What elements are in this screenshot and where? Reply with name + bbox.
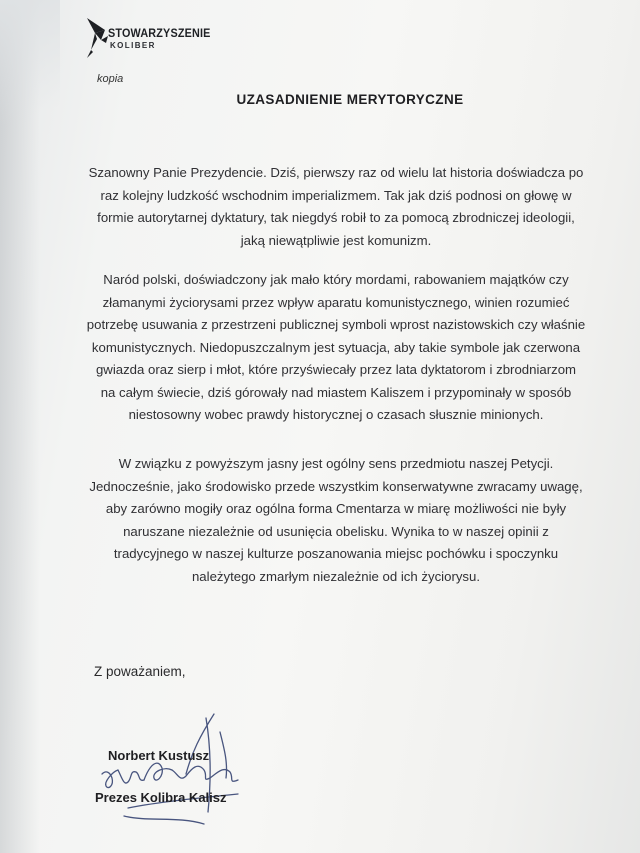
paragraph-line: W związku z powyższym jasny jest ogólny sens przedmiotu naszej Petycji. (118, 456, 554, 471)
paragraph-line: naruszane niezależnie od usunięcia obelisku. Wynika to w naszej opinii z (123, 523, 549, 539)
paragraph-line: komunistycznych. Niedopuszczalnym jest sytuacja, aby takie symbole jak czerwona (91, 339, 581, 355)
paragraph-3 (86, 453, 586, 588)
paragraph-line: aby zarówno mogiły oraz ogólna forma Cmentarza w miarę możliwości nie były (105, 501, 567, 516)
document-title: UZASADNIENIE MERYTORYCZNE (236, 92, 464, 107)
handwritten-signature (88, 712, 278, 832)
paragraph-line: tradycyjnego w naszej kulturze poszanowania miejsc pochówku i spoczynku (113, 546, 559, 561)
signatory-name: Norbert Kustusz (108, 748, 210, 763)
organization-logo (84, 14, 214, 62)
paragraph-line: Naród polski, doświadczony jak mało który mordami, rabowaniem majątków czy (103, 272, 569, 287)
paragraph-line: Jednocześnie, jako środowisko przede wszystkim konserwatywne zwracamy uwagę, (89, 478, 583, 494)
closing-salutation: Z poważaniem, (94, 664, 186, 679)
logo-title: STOWARZYSZENIE (108, 26, 211, 40)
paragraph-line: należytego zmarłym niezależnie od ich życiorysu. (191, 568, 481, 584)
paragraph-line: raz kolejny ludzkość wschodnim imperializmem. Tak jak dziś podnosi on głowę w (100, 187, 572, 203)
page-corner-fold (0, 0, 60, 160)
logo-subtitle: KOLIBER (110, 41, 156, 50)
signatory-role: Prezes Kolibra Kalisz (95, 790, 227, 805)
hummingbird-logo-icon (84, 14, 110, 60)
paragraph-line: formie autorytarnej dyktatury, tak niegdyś robił to za pomocą zbrodniczej ideologii, (97, 210, 575, 225)
handwritten-annotation: kopia (97, 73, 124, 85)
paragraph-line: na całym świecie, dziś górowały nad miastem Kaliszem i przypominały w sposób (100, 384, 572, 400)
paragraph-line: Szanowny Panie Prezydencie. Dziś, pierwszy raz od wielu lat historia doświadcza po (88, 165, 584, 180)
paragraph-1 (86, 162, 586, 252)
paragraph-line: gwiazda oraz sierp i młot, które przyświecały przez lata dyktatorom i zbrodniarzom (95, 362, 577, 377)
paragraph-line: jaką niewątpliwie jest komunizm. (240, 232, 432, 248)
paragraph-line: niestosowny wobec prawdy historycznej o czasach słusznie minionych. (128, 407, 544, 422)
paragraph-line: złamanymi życiorysami przez wpływ aparatu komunistycznego, winien rozumieć (102, 294, 570, 310)
paragraph-2 (86, 269, 586, 427)
paragraph-line: potrzebę usuwania z przestrzeni publicznej symboli wprost nazistowskich czy właśnie (86, 317, 586, 332)
